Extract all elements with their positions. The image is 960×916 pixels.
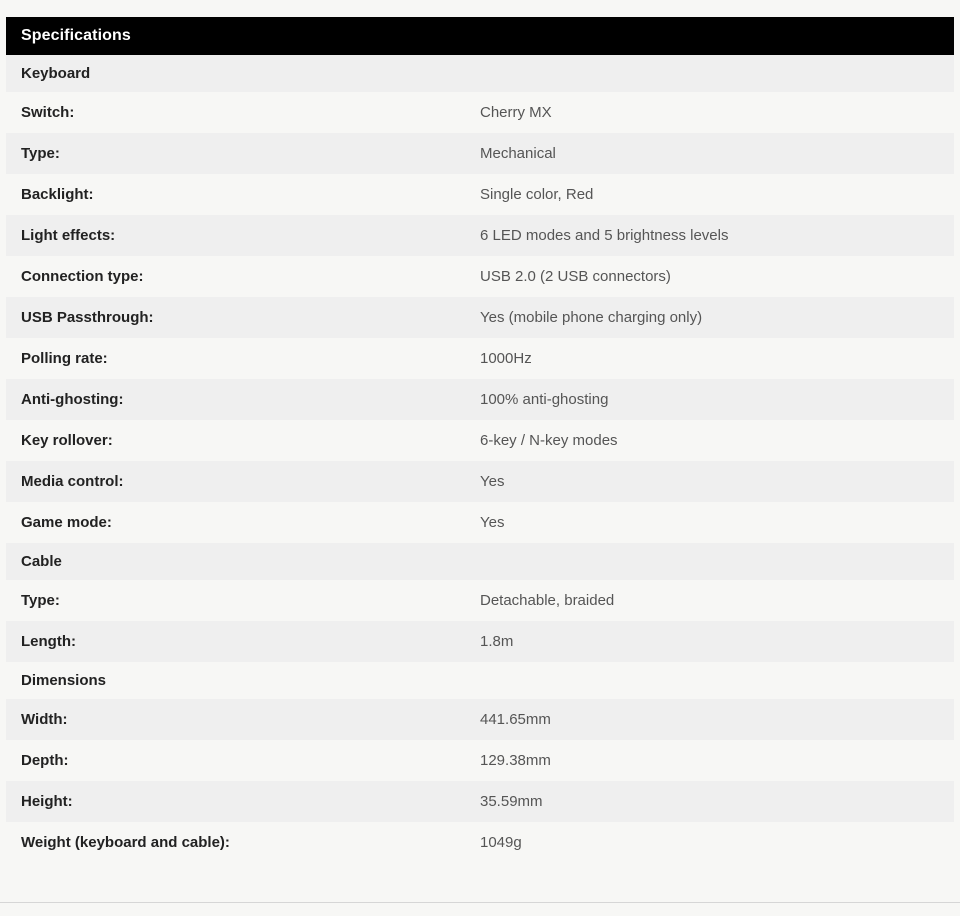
spec-label: Width: [21,711,68,728]
spec-label: Backlight: [21,186,94,203]
spec-row [6,420,954,461]
spec-row [6,740,954,781]
spec-label: Length: [21,633,76,650]
spec-label: Game mode: [21,514,112,531]
spec-row [6,174,954,215]
spec-label: Type: [21,592,60,609]
specifications-title: Specifications [6,17,954,55]
spec-row [6,699,954,740]
spec-value: 1049g [480,834,522,851]
spec-label: Polling rate: [21,350,108,367]
spec-value: 6 LED modes and 5 brightness levels [480,227,729,244]
spec-value: 441.65mm [480,711,551,728]
spec-value: 1.8m [480,633,514,650]
section-heading: Dimensions [21,672,107,689]
specifications-table [6,55,954,863]
spec-label: Light effects: [21,227,116,244]
spec-label: Depth: [21,752,69,769]
spec-row [6,215,954,256]
spec-label: Connection type: [21,268,144,285]
bottom-divider [0,902,960,903]
spec-row [6,822,954,863]
section-row-keyboard [6,55,954,92]
spec-row [6,781,954,822]
spec-value: 35.59mm [480,793,543,810]
spec-label: Key rollover: [21,432,113,449]
spec-label: Weight (keyboard and cable): [21,834,230,851]
spec-value: Cherry MX [480,104,552,121]
spec-value: Detachable, braided [480,592,615,609]
spec-row [6,461,954,502]
spec-label: USB Passthrough: [21,309,154,326]
spec-value: Yes (mobile phone charging only) [480,309,703,326]
spec-row [6,297,954,338]
spec-label: Switch: [21,104,75,121]
section-row-dimensions [6,662,954,699]
section-row-cable [6,543,954,580]
spec-label: Media control: [21,473,124,490]
spec-value: 129.38mm [480,752,551,769]
spec-row [6,502,954,543]
spec-row [6,256,954,297]
spec-value: USB 2.0 (2 USB connectors) [480,268,671,285]
spec-label: Type: [21,145,60,162]
spec-value: Yes [480,473,505,490]
section-heading: Keyboard [21,65,91,82]
spec-value: 6-key / N-key modes [480,432,618,449]
spec-value: Mechanical [480,145,556,162]
spec-row [6,338,954,379]
spec-value: 1000Hz [480,350,532,367]
spec-value: Yes [480,514,505,531]
spec-label: Height: [21,793,73,810]
spec-row [6,580,954,621]
section-heading: Cable [21,553,62,570]
spec-row [6,621,954,662]
spec-row [6,92,954,133]
spec-row [6,379,954,420]
spec-row [6,133,954,174]
specifications-panel [6,17,954,863]
spec-value: Single color, Red [480,186,594,203]
spec-label: Anti-ghosting: [21,391,124,408]
spec-value: 100% anti-ghosting [480,391,609,408]
